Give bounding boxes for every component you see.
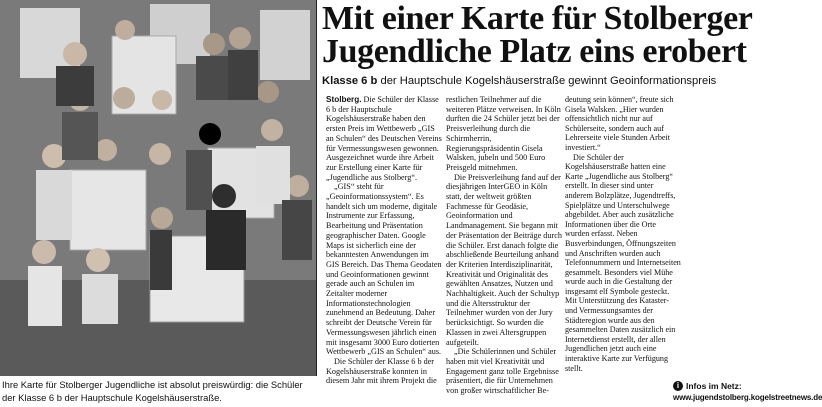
paragraph-text: Die Schüler der Klasse 6 b der Hauptschule Kogelshäuserstraße haben den ersten Preis im Wettbewerb „GIS an Schulen“ des Deutschen Vereins für Vermessungswesen gewonnen. Ausgezeichnet wurde ihre Arbeit zur Erstellung einer Karte für „Jugendliche aus Stolberg“.: [326, 95, 442, 182]
info-label: Infos im Netz:: [686, 381, 742, 391]
headline-line-1: Mit einer Karte für Stolberger: [322, 0, 753, 37]
info-url-link[interactable]: www.jugendstolberg.kogelstreetnews.de: [673, 393, 822, 402]
photo-caption: Ihre Karte für Stolberger Jugendliche ist absolut preiswürdig: die Schüler der Klasse 6 b der Hauptschule Kogelshäuserstraße.: [2, 379, 303, 403]
paragraph: restlichen Teilnehmer auf die weiteren Plätze verweisen. In Köln durften die 24 Schüler jetzt bei der Preisverleihung durch die Schirmherrin, Regierungspräsidentin Gisela Walsken, jubeln und 500 Euro Preisgeld mitnehmen.: [446, 95, 561, 172]
info-icon: i: [673, 381, 683, 391]
article-photo: [0, 0, 317, 376]
paragraph: Die Schüler der Klasse 6 b der Kogelshäuserstraße konnten in diesem Jahr mit ihrem Projekt die: [326, 356, 437, 386]
headline-line-2: Jugendliche Platz eins erobert: [322, 33, 747, 70]
subheadline: [322, 74, 800, 88]
info-box: [671, 380, 822, 406]
headline: [322, 2, 798, 68]
text-column-2: [446, 95, 562, 396]
paragraph: „GIS“ steht für „Geoinformationssystem“. Es handelt sich um moderne, digitale Instrumente zur Erfassung, Bearbeitung und Präsentation geographischer Daten. Google Maps ist sicherlich eine der bekanntesten Anwendungen im GIS Bereich. Das Thema Geodaten und Geoinformationen gewinnt gerade auch an Schulen im Zeitalter moderner Informationstechnologien zunehmend an Bedeutung. Daher schreibt der Deutsche Verein für Vermessungswesen jährlich einen mit insgesamt 3000 Euro dotierten Wettbewerb „GIS an Schulen“ aus.: [326, 182, 442, 357]
photo-illustration: [0, 0, 316, 376]
subhead-text: der Hauptschule Kogelshäuserstraße gewinnt Geoinformationspreis: [377, 75, 717, 87]
paragraph: [326, 95, 442, 182]
text-column-1: [326, 95, 442, 386]
dateline: Stolberg.: [326, 95, 362, 104]
paragraph: deutung sein können“, freute sich Gisela Walsken. „Hier wurden offensichtlich nicht nur auf Schülerseite, sondern auch auf Lehrerseite viele Stunden Arbeit investiert.“: [565, 95, 674, 152]
paragraph: Die Schüler der Kogelshäuserstraße hatten eine Karte „Jugendliche aus Stolberg“ erstellt. In dieser sind unter anderem Bolzplätze, Jugendtreffs, Spielplätze und Unterschulwege abgebildet. Aber auch zusätzliche Informationen über die Orte wurden erfasst. Neben Busverbindungen, Öffnungszeiten und Anschriften wurden auch Telefonnummern und Internetseiten gesammelt. Besonders viel Mühe wurde auch in die Gestaltung der insgesamt elf Symbole gesteckt. Mit Unterstützung des Kataster- und Vermessungsamtes der Städteregion wurde aus den gesammelten Daten zusätzlich ein Internetdienst erstellt, der allen Jugendlichen jetzt auch eine interaktive Karte zur Verfügung stellt.: [565, 152, 681, 373]
paragraph: Die Preisverleihung fand auf der diesjährigen InterGEO in Köln statt, der weltweit größten Fachmesse für Geodäsie, Geoinformation und Landmanagement. Sie begann mit der Präsentation der Beiträge durch die Schüler. Erst danach folgte die abschließende Beurteilung anhand der Kriterien Interdisziplinarität, Kreativität und Originalität des gewählten Ansatzes, Nutzen und Nachhaltigkeit. Auch der Schultyp und die Altersstruktur der Teilnehmer wurden von der Jury berücksichtigt. So wurden die Klassen in zwei Altersgruppen aufgeteilt.: [446, 172, 562, 347]
paragraph: „Die Schülerinnen und Schüler haben mit viel Kreativität und Engagement ganz tolle Ergebnisse präsentiert, die für Unternehmen von großer wirtschaftlicher Be-: [446, 347, 559, 396]
subhead-class: Klasse 6 b: [322, 75, 378, 87]
text-column-3: [565, 95, 681, 373]
